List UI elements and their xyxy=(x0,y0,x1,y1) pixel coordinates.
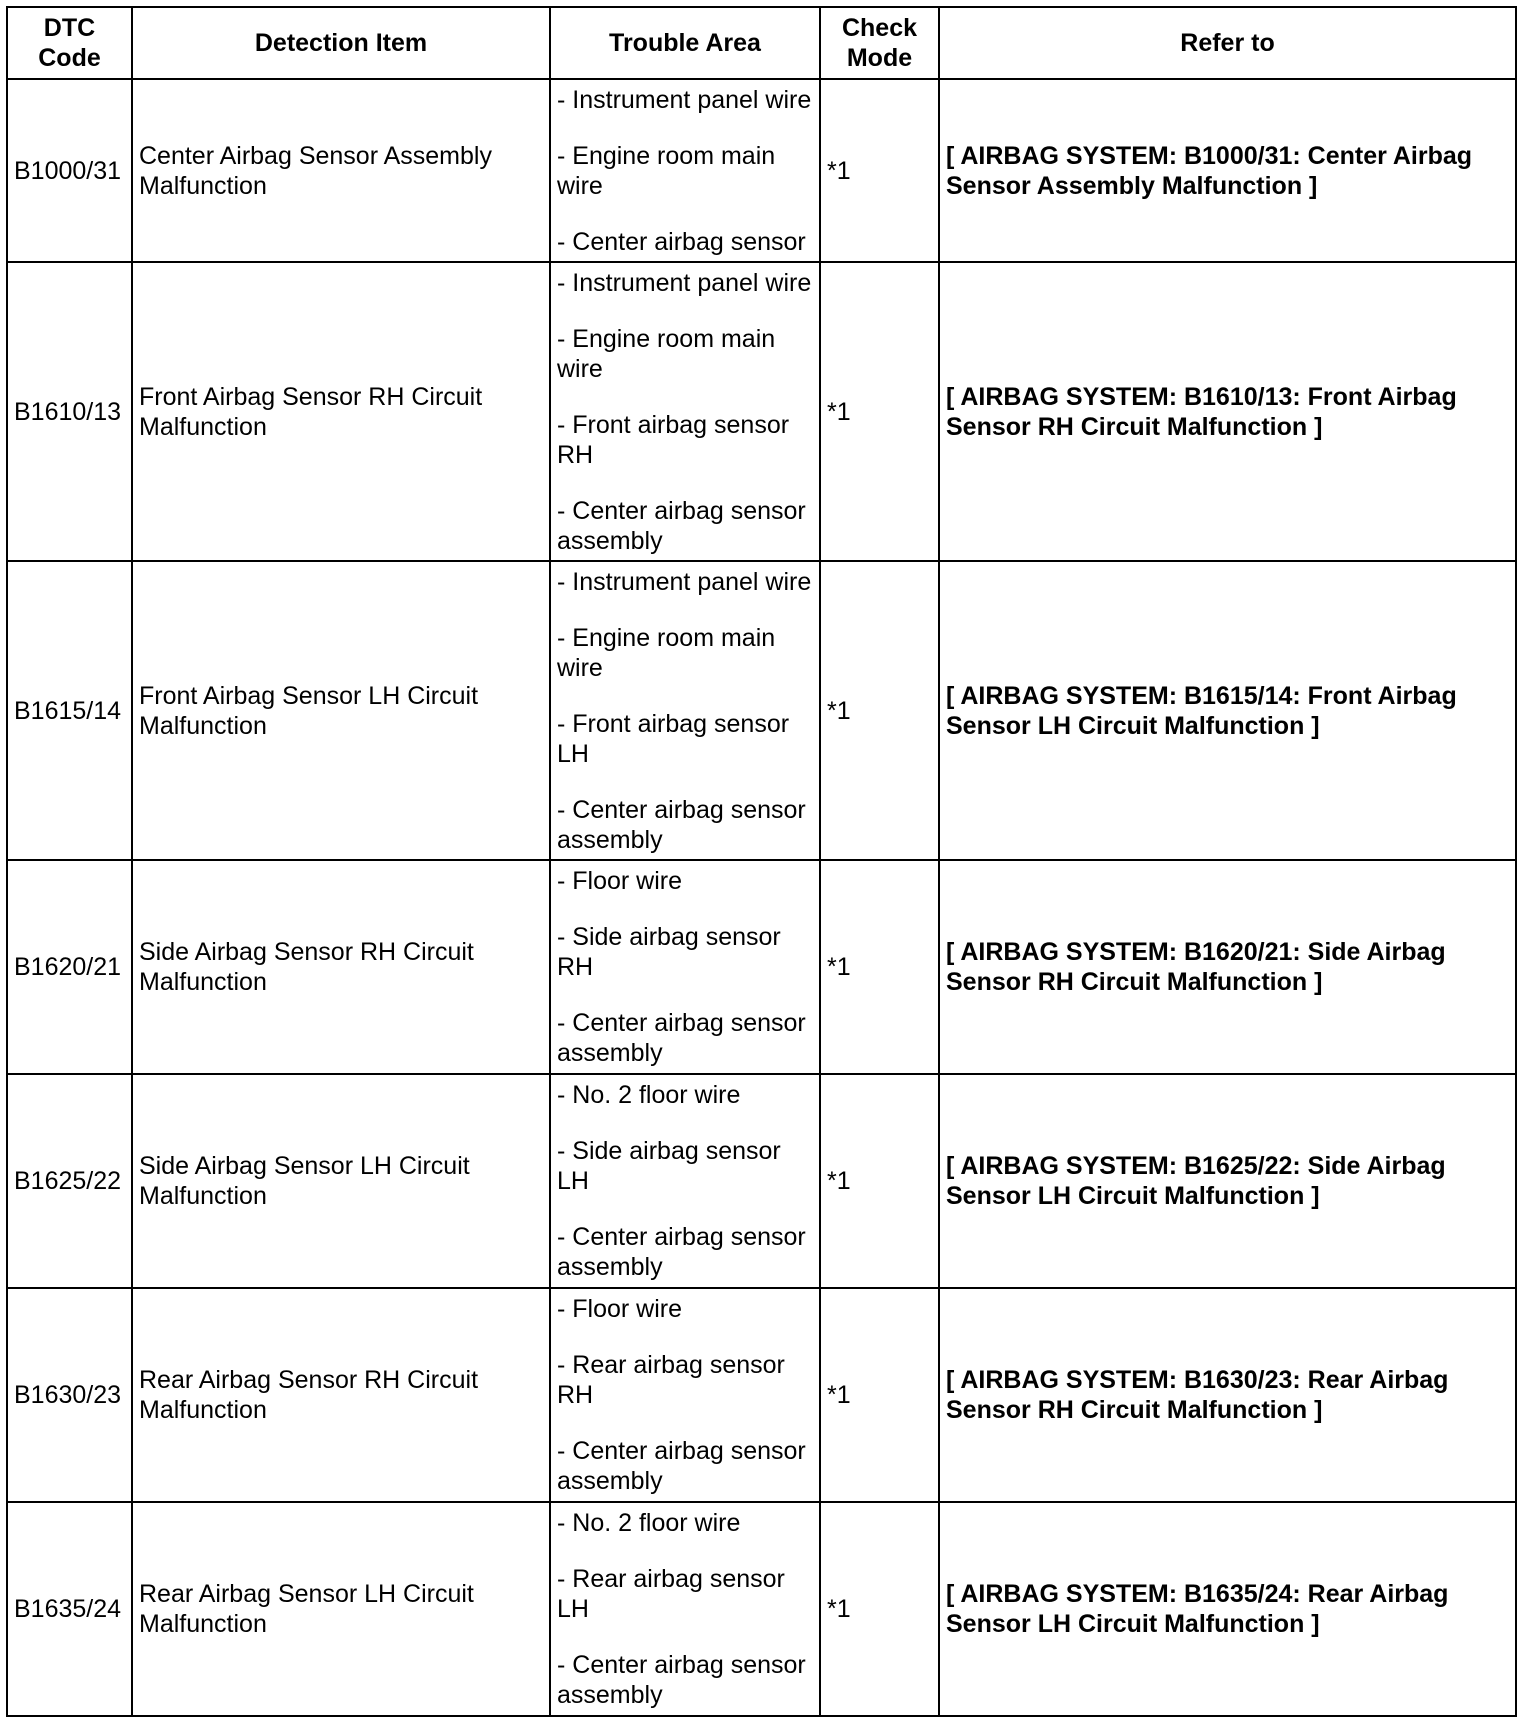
table-row xyxy=(7,561,1516,860)
detection-item-cell: Front Airbag Sensor RH Circuit Malfunction xyxy=(132,262,550,561)
table-row xyxy=(7,1288,1516,1502)
trouble-area-item: - Center airbag sensor assembly xyxy=(557,1651,806,1709)
detection-item-cell: Front Airbag Sensor LH Circuit Malfunction xyxy=(132,561,550,860)
trouble-area-item: - Rear airbag sensor LH xyxy=(557,1565,785,1623)
table-header-row xyxy=(7,7,1516,79)
refer-to-link[interactable]: [ AIRBAG SYSTEM: B1620/21: Side Airbag Sensor RH Circuit Malfunction ] xyxy=(939,860,1516,1074)
dtc-code-cell: B1000/31 xyxy=(7,79,132,262)
trouble-area-item: - Instrument panel wire xyxy=(557,268,812,297)
trouble-area-item: - Engine room main wire xyxy=(557,623,776,682)
trouble-area-item: - Center airbag sensor assembly xyxy=(557,496,806,555)
check-mode-cell: *1 xyxy=(820,1288,939,1502)
trouble-area-cell xyxy=(550,1074,820,1288)
check-mode-cell: *1 xyxy=(820,1074,939,1288)
trouble-area-item: - Floor wire xyxy=(557,867,683,895)
header-trouble-area: Trouble Area xyxy=(550,7,820,79)
dtc-code-cell: B1625/22 xyxy=(7,1074,132,1288)
table-body xyxy=(7,79,1516,1716)
trouble-area-item: - Center airbag sensor assembly xyxy=(557,1223,806,1281)
header-detection-item: Detection Item xyxy=(132,7,550,79)
detection-item-cell: Rear Airbag Sensor LH Circuit Malfunction xyxy=(132,1502,550,1716)
trouble-area-item: - Instrument panel wire xyxy=(557,85,812,114)
trouble-area-item: - Engine room main wire xyxy=(557,324,776,383)
trouble-area-item: - No. 2 floor wire xyxy=(557,1509,741,1537)
trouble-area-item: - Rear airbag sensor RH xyxy=(557,1351,785,1409)
detection-item-cell: Center Airbag Sensor Assembly Malfunction xyxy=(132,79,550,262)
header-refer-to: Refer to xyxy=(939,7,1516,79)
table-row xyxy=(7,1502,1516,1716)
trouble-area-item: - Center airbag sensor assembly xyxy=(557,1009,806,1067)
dtc-code-cell: B1620/21 xyxy=(7,860,132,1074)
table-row xyxy=(7,262,1516,561)
refer-to-link[interactable]: [ AIRBAG SYSTEM: B1610/13: Front Airbag Sensor RH Circuit Malfunction ] xyxy=(939,262,1516,561)
refer-to-link[interactable]: [ AIRBAG SYSTEM: B1630/23: Rear Airbag Sensor RH Circuit Malfunction ] xyxy=(939,1288,1516,1502)
trouble-area-cell xyxy=(550,262,820,561)
trouble-area-cell xyxy=(550,1502,820,1716)
check-mode-cell: *1 xyxy=(820,262,939,561)
refer-to-link[interactable]: [ AIRBAG SYSTEM: B1625/22: Side Airbag Sensor LH Circuit Malfunction ] xyxy=(939,1074,1516,1288)
refer-to-link[interactable]: [ AIRBAG SYSTEM: B1635/24: Rear Airbag Sensor LH Circuit Malfunction ] xyxy=(939,1502,1516,1716)
refer-to-link[interactable]: [ AIRBAG SYSTEM: B1000/31: Center Airbag Sensor Assembly Malfunction ] xyxy=(939,79,1516,262)
dtc-code-cell: B1630/23 xyxy=(7,1288,132,1502)
dtc-table xyxy=(6,6,1517,1717)
dtc-code-cell: B1615/14 xyxy=(7,561,132,860)
trouble-area-item: - No. 2 floor wire xyxy=(557,1081,741,1109)
detection-item-cell: Rear Airbag Sensor RH Circuit Malfunction xyxy=(132,1288,550,1502)
check-mode-cell: *1 xyxy=(820,860,939,1074)
trouble-area-item: - Engine room main wire xyxy=(557,141,776,200)
table-row xyxy=(7,79,1516,262)
trouble-area-cell xyxy=(550,860,820,1074)
table-row xyxy=(7,860,1516,1074)
header-check-mode: Check Mode xyxy=(820,7,939,79)
check-mode-cell: *1 xyxy=(820,561,939,860)
refer-to-link[interactable]: [ AIRBAG SYSTEM: B1615/14: Front Airbag Sensor LH Circuit Malfunction ] xyxy=(939,561,1516,860)
trouble-area-item: - Instrument panel wire xyxy=(557,567,812,596)
detection-item-cell: Side Airbag Sensor RH Circuit Malfunction xyxy=(132,860,550,1074)
check-mode-cell: *1 xyxy=(820,1502,939,1716)
trouble-area-item: - Center airbag sensor assembly xyxy=(557,1437,806,1495)
dtc-code-cell: B1635/24 xyxy=(7,1502,132,1716)
trouble-area-item: - Center airbag sensor assembly xyxy=(557,795,806,854)
dtc-code-cell: B1610/13 xyxy=(7,262,132,561)
trouble-area-item: - Front airbag sensor LH xyxy=(557,709,790,768)
trouble-area-item: - Front airbag sensor RH xyxy=(557,410,790,469)
trouble-area-cell xyxy=(550,1288,820,1502)
table-row xyxy=(7,1074,1516,1288)
trouble-area-item: - Floor wire xyxy=(557,1295,683,1323)
trouble-area-cell xyxy=(550,79,820,262)
trouble-area-item: - Side airbag sensor RH xyxy=(557,923,781,981)
trouble-area-item: - Center airbag sensor xyxy=(557,227,806,256)
trouble-area-item: - Side airbag sensor LH xyxy=(557,1137,781,1195)
check-mode-cell: *1 xyxy=(820,79,939,262)
detection-item-cell: Side Airbag Sensor LH Circuit Malfunction xyxy=(132,1074,550,1288)
trouble-area-cell xyxy=(550,561,820,860)
header-dtc-code: DTC Code xyxy=(7,7,132,79)
